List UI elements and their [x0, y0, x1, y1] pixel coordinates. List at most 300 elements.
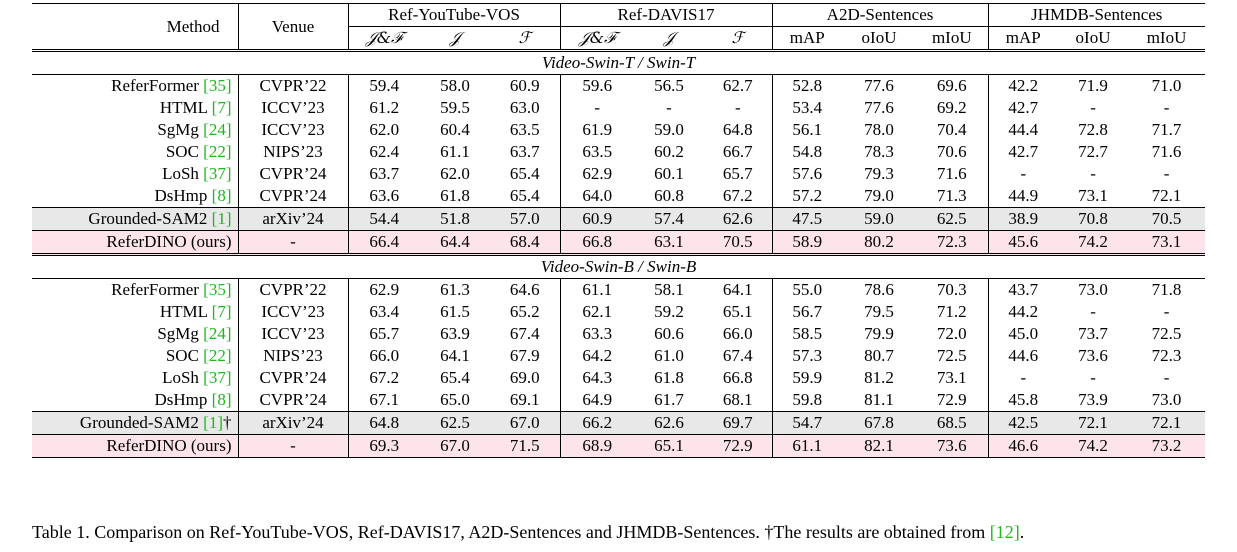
method-cell	[32, 435, 238, 458]
venue-cell: arXiv’24	[238, 208, 348, 231]
value-cell: 67.4	[722, 346, 753, 365]
value-cell: 73.1	[936, 368, 967, 387]
value-cell: 73.0	[1151, 390, 1182, 409]
value-cell: -	[1090, 98, 1096, 117]
value-cell: 78.3	[864, 142, 894, 161]
method-cell	[32, 389, 238, 412]
metric-header: ℱ	[731, 28, 745, 47]
value-cell: 56.1	[772, 119, 842, 141]
table-row	[32, 75, 1205, 98]
method-cell	[32, 141, 238, 163]
value-cell: 72.5	[936, 346, 967, 365]
value-cell: 79.3	[864, 164, 894, 183]
value-cell: 72.1	[1128, 412, 1205, 435]
value-cell: 78.6	[864, 280, 894, 299]
value-cell: 77.6	[864, 98, 894, 117]
table-row	[32, 301, 1205, 323]
method-name: HTML	[159, 302, 208, 321]
method-name: ReferFormer	[111, 76, 199, 95]
method-cell	[32, 367, 238, 389]
venue-cell: ICCV’23	[238, 323, 348, 345]
value-cell: 63.3	[560, 323, 634, 345]
value-cell: -	[1090, 164, 1096, 183]
value-cell: 60.4	[440, 120, 470, 139]
value-cell: 68.9	[560, 435, 634, 458]
value-cell: 66.7	[722, 142, 753, 161]
table-row	[32, 412, 1205, 435]
ours-row	[32, 231, 1205, 255]
method-cell	[32, 345, 238, 367]
method-cell	[32, 301, 238, 323]
value-cell: 64.4	[420, 231, 490, 255]
value-cell: 82.1	[842, 435, 916, 458]
value-cell: 61.3	[440, 280, 470, 299]
value-cell: 72.0	[936, 324, 967, 343]
value-cell: 71.6	[936, 164, 967, 183]
value-cell: 73.1	[1078, 186, 1108, 205]
value-cell: 78.0	[864, 120, 894, 139]
value-cell: 71.6	[1151, 142, 1182, 161]
value-cell: 71.8	[1151, 280, 1182, 299]
value-cell: 60.1	[654, 164, 684, 183]
results-table	[32, 3, 1205, 458]
venue-cell: NIPS’23	[238, 345, 348, 367]
value-cell: 81.2	[864, 368, 894, 387]
value-cell: 55.0	[772, 279, 842, 302]
value-cell: 79.5	[864, 302, 894, 321]
value-cell: 61.5	[440, 302, 470, 321]
value-cell: 59.2	[654, 302, 684, 321]
method-name: SgMg	[157, 120, 199, 139]
value-cell: 57.4	[634, 208, 704, 231]
value-cell: 73.9	[1078, 390, 1108, 409]
table-row	[32, 389, 1205, 412]
metric-header: mAP	[772, 27, 842, 51]
value-cell: 79.9	[864, 324, 894, 343]
value-cell: 53.4	[772, 97, 842, 119]
venue-cell: NIPS’23	[238, 141, 348, 163]
value-cell: 61.0	[654, 346, 684, 365]
value-cell: 66.4	[348, 231, 420, 255]
value-cell: 44.9	[988, 185, 1058, 208]
metric-header: 𝒥	[449, 28, 461, 47]
value-cell: 46.6	[988, 435, 1058, 458]
value-cell: 58.0	[440, 76, 470, 95]
method-name: DsHmp	[154, 390, 208, 409]
value-cell: 42.5	[988, 412, 1058, 435]
value-cell: 45.0	[988, 323, 1058, 345]
value-cell: 54.7	[772, 412, 842, 435]
value-cell: 60.9	[560, 208, 634, 231]
venue-cell: CVPR’22	[238, 279, 348, 302]
value-cell: 62.5	[420, 412, 490, 435]
table-row	[32, 141, 1205, 163]
value-cell: 44.2	[988, 301, 1058, 323]
venue-cell: CVPR’22	[238, 75, 348, 98]
value-cell: 66.2	[560, 412, 634, 435]
value-cell: 63.7	[509, 142, 540, 161]
value-cell: 68.1	[722, 390, 753, 409]
value-cell: 58.1	[654, 280, 684, 299]
value-cell: 70.4	[936, 120, 967, 139]
method-cell	[32, 119, 238, 141]
group-header-ref-youtube-vos: Ref-YouTube-VOS	[348, 4, 560, 27]
citation-link[interactable]: [24]	[203, 120, 232, 139]
value-cell: 80.2	[842, 231, 916, 255]
method-name: ReferDINO (ours)	[106, 436, 232, 455]
table-row	[32, 163, 1205, 185]
value-cell: 62.6	[704, 208, 772, 231]
method-name: ReferDINO (ours)	[106, 232, 232, 251]
metric-header: mIoU	[1146, 28, 1187, 47]
value-cell: 74.2	[1058, 231, 1128, 255]
value-cell: 70.6	[936, 142, 967, 161]
value-cell: 47.5	[772, 208, 842, 231]
header-group-row	[32, 4, 1205, 27]
value-cell: 65.0	[440, 390, 470, 409]
value-cell: 67.2	[722, 186, 753, 205]
citation-link[interactable]: [37]	[203, 164, 232, 183]
citation-link[interactable]: [8]	[211, 390, 232, 409]
value-cell: 81.1	[864, 390, 894, 409]
value-cell: 73.1	[1128, 231, 1205, 255]
method-name: LoSh	[162, 368, 199, 387]
value-cell: 68.4	[490, 231, 560, 255]
table-row	[32, 119, 1205, 141]
metric-header: ℱ	[518, 28, 532, 47]
value-cell: 45.6	[988, 231, 1058, 255]
table-caption	[32, 520, 1222, 544]
value-cell: 73.6	[1078, 346, 1108, 365]
table-row	[32, 185, 1205, 208]
value-cell: 54.8	[772, 141, 842, 163]
table-row	[32, 323, 1205, 345]
citation-link[interactable]: [1]	[211, 209, 232, 228]
value-cell: 64.1	[440, 346, 470, 365]
group-header-jhmdb-sentences: JHMDB-Sentences	[988, 4, 1205, 27]
value-cell: 57.2	[772, 185, 842, 208]
value-cell: 72.3	[1151, 346, 1182, 365]
value-cell: 64.3	[560, 367, 634, 389]
value-cell: 66.0	[348, 345, 420, 367]
value-cell: 79.0	[864, 186, 894, 205]
method-name: SOC	[165, 346, 199, 365]
venue-cell: ICCV’23	[238, 119, 348, 141]
value-cell: 72.1	[1151, 186, 1182, 205]
value-cell: 65.4	[509, 164, 540, 183]
section-title-row	[32, 255, 1205, 279]
method-cell	[32, 97, 238, 119]
value-cell: 65.1	[634, 435, 704, 458]
method-cell	[32, 279, 238, 302]
value-cell: 70.8	[1058, 208, 1128, 231]
value-cell: 57.0	[490, 208, 560, 231]
metric-header: mIoU	[931, 28, 972, 47]
group-header-ref-davis17: Ref-DAVIS17	[560, 4, 772, 27]
value-cell: 51.8	[420, 208, 490, 231]
value-cell: 62.9	[560, 163, 634, 185]
value-cell: 60.2	[654, 142, 684, 161]
metric-header: mAP	[988, 27, 1058, 51]
caption-text: Table 1. Comparison on Ref-YouTube-VOS, Ref-DAVIS17, A2D-Sentences and JHMDB-Sentences. †The results are obtained from	[32, 522, 990, 542]
value-cell: 42.7	[988, 97, 1058, 119]
value-cell: 67.2	[348, 367, 420, 389]
value-cell: 65.4	[509, 186, 540, 205]
citation-link[interactable]: [35]	[203, 76, 232, 95]
table-body	[32, 51, 1205, 458]
value-cell: -	[988, 367, 1058, 389]
value-cell: 69.3	[348, 435, 420, 458]
value-cell: 54.4	[348, 208, 420, 231]
value-cell: 57.3	[772, 345, 842, 367]
value-cell: 43.7	[988, 279, 1058, 302]
value-cell: 45.8	[988, 389, 1058, 412]
value-cell: 66.8	[560, 231, 634, 255]
venue-cell: ICCV’23	[238, 301, 348, 323]
value-cell: 77.6	[864, 76, 894, 95]
table-row	[32, 367, 1205, 389]
citation-link[interactable]: [22]	[203, 142, 232, 161]
value-cell: 66.0	[722, 324, 753, 343]
value-cell: 67.4	[509, 324, 540, 343]
value-cell: 59.4	[348, 75, 420, 98]
method-cell	[32, 231, 238, 255]
citation-link[interactable]: [35]	[203, 280, 232, 299]
value-cell: 62.0	[348, 119, 420, 141]
value-cell: -	[1163, 98, 1170, 117]
value-cell: 71.3	[936, 186, 967, 205]
value-cell: 64.8	[348, 412, 420, 435]
method-name: DsHmp	[154, 186, 208, 205]
value-cell: 72.8	[1078, 120, 1108, 139]
value-cell: 60.9	[509, 76, 540, 95]
value-cell: 63.7	[348, 163, 420, 185]
method-name: Grounded-SAM2	[79, 413, 199, 432]
value-cell: 70.5	[1128, 208, 1205, 231]
value-cell: 67.0	[420, 435, 490, 458]
value-cell: 42.2	[988, 75, 1058, 98]
value-cell: 64.0	[560, 185, 634, 208]
value-cell: 38.9	[988, 208, 1058, 231]
table-row	[32, 97, 1205, 119]
citation-link[interactable]: [1]	[203, 413, 223, 432]
value-cell: 59.5	[440, 98, 470, 117]
value-cell: 65.2	[509, 302, 540, 321]
value-cell: 72.9	[704, 435, 772, 458]
value-cell: 59.9	[772, 367, 842, 389]
value-cell: -	[1090, 368, 1096, 387]
method-cell	[32, 163, 238, 185]
table-row	[32, 208, 1205, 231]
method-name: Grounded-SAM2	[88, 209, 208, 228]
value-cell: 62.5	[916, 208, 988, 231]
metric-header: 𝒥&ℱ	[348, 27, 420, 51]
value-cell: 61.1	[560, 279, 634, 302]
value-cell: 67.1	[348, 389, 420, 412]
section-title: Video-Swin-B / Swin-B	[32, 255, 1205, 279]
method-name: SOC	[165, 142, 199, 161]
value-cell: 63.9	[440, 324, 470, 343]
value-cell: 61.2	[348, 97, 420, 119]
value-cell: 68.5	[916, 412, 988, 435]
value-cell: 65.7	[348, 323, 420, 345]
citation-link[interactable]: [7]	[211, 98, 232, 117]
value-cell: 67.8	[842, 412, 916, 435]
method-header: Method	[32, 4, 238, 51]
value-cell: 60.8	[654, 186, 684, 205]
venue-cell: CVPR’24	[238, 389, 348, 412]
value-cell: 59.8	[772, 389, 842, 412]
venue-cell: -	[238, 231, 348, 255]
value-cell: 61.1	[440, 142, 470, 161]
value-cell: 64.1	[722, 280, 753, 299]
value-cell: 57.6	[772, 163, 842, 185]
value-cell: 61.8	[440, 186, 470, 205]
venue-cell: CVPR’24	[238, 163, 348, 185]
value-cell: 73.7	[1078, 324, 1108, 343]
citation-link[interactable]: [37]	[203, 368, 232, 387]
citation-link[interactable]: [22]	[203, 346, 232, 365]
value-cell: 80.7	[864, 346, 894, 365]
value-cell: 72.7	[1078, 142, 1108, 161]
value-cell: -	[734, 98, 741, 117]
value-cell: 74.2	[1058, 435, 1128, 458]
group-header-a2d-sentences: A2D-Sentences	[772, 4, 988, 27]
value-cell: 66.8	[722, 368, 753, 387]
value-cell: 63.0	[509, 98, 540, 117]
value-cell: 64.6	[509, 280, 540, 299]
venue-cell: CVPR’24	[238, 185, 348, 208]
value-cell: 71.9	[1078, 76, 1108, 95]
value-cell: 70.3	[936, 280, 967, 299]
dagger-mark: †	[223, 413, 232, 432]
method-cell	[32, 323, 238, 345]
method-name: LoSh	[162, 164, 199, 183]
value-cell: 62.7	[722, 76, 753, 95]
method-name: HTML	[159, 98, 208, 117]
metric-header: oIoU	[861, 28, 897, 47]
citation-link[interactable]: [8]	[211, 186, 232, 205]
value-cell: 72.1	[1058, 412, 1128, 435]
metric-header: oIoU	[1075, 28, 1111, 47]
value-cell: -	[1163, 368, 1170, 387]
method-name: SgMg	[157, 324, 199, 343]
value-cell: 56.7	[772, 301, 842, 323]
value-cell: 60.6	[654, 324, 684, 343]
ours-row	[32, 435, 1205, 458]
value-cell: 71.2	[936, 302, 967, 321]
value-cell: -	[1163, 164, 1170, 183]
value-cell: 62.1	[560, 301, 634, 323]
value-cell: 70.5	[704, 231, 772, 255]
value-cell: -	[1163, 302, 1170, 321]
value-cell: 59.6	[560, 75, 634, 98]
method-cell	[32, 208, 238, 231]
value-cell: 59.0	[842, 208, 916, 231]
value-cell: 71.7	[1151, 120, 1182, 139]
method-cell	[32, 75, 238, 98]
citation-link[interactable]: [24]	[203, 324, 232, 343]
value-cell: 63.1	[634, 231, 704, 255]
metric-header: 𝒥	[663, 28, 675, 47]
value-cell: -	[988, 163, 1058, 185]
value-cell: -	[560, 97, 634, 119]
method-cell	[32, 412, 238, 435]
value-cell: 69.1	[509, 390, 540, 409]
value-cell: 65.4	[440, 368, 470, 387]
value-cell: 58.9	[772, 231, 842, 255]
value-cell: 59.0	[654, 120, 684, 139]
value-cell: 61.9	[560, 119, 634, 141]
metric-header: 𝒥&ℱ	[560, 27, 634, 51]
value-cell: 63.5	[509, 120, 540, 139]
value-cell: 69.0	[509, 368, 540, 387]
value-cell: 63.5	[560, 141, 634, 163]
value-cell: 62.4	[348, 141, 420, 163]
value-cell: 62.9	[348, 279, 420, 302]
value-cell: 73.2	[1128, 435, 1205, 458]
value-cell: 61.1	[772, 435, 842, 458]
value-cell: 64.2	[560, 345, 634, 367]
caption-end: .	[1019, 522, 1025, 542]
value-cell: 52.8	[772, 75, 842, 98]
value-cell: 72.5	[1151, 324, 1182, 343]
value-cell: 44.4	[988, 119, 1058, 141]
value-cell: 69.7	[704, 412, 772, 435]
value-cell: 63.6	[348, 185, 420, 208]
value-cell: 67.0	[490, 412, 560, 435]
value-cell: 64.9	[560, 389, 634, 412]
value-cell: 61.8	[654, 368, 684, 387]
venue-cell: -	[238, 435, 348, 458]
value-cell: 62.0	[440, 164, 470, 183]
value-cell: 61.7	[654, 390, 684, 409]
value-cell: 73.6	[916, 435, 988, 458]
venue-cell: CVPR’24	[238, 367, 348, 389]
venue-cell: arXiv’24	[238, 412, 348, 435]
value-cell: 67.9	[509, 346, 540, 365]
value-cell: 64.8	[722, 120, 753, 139]
value-cell: 69.2	[936, 98, 967, 117]
value-cell: 72.3	[916, 231, 988, 255]
value-cell: 42.7	[988, 141, 1058, 163]
value-cell: 71.0	[1151, 76, 1182, 95]
method-cell	[32, 185, 238, 208]
value-cell: 58.5	[772, 323, 842, 345]
value-cell: 65.1	[722, 302, 753, 321]
value-cell: 44.6	[988, 345, 1058, 367]
value-cell: 56.5	[654, 76, 684, 95]
value-cell: 71.5	[490, 435, 560, 458]
caption-ref[interactable]: [12]	[989, 522, 1020, 542]
value-cell: 73.0	[1078, 280, 1108, 299]
value-cell: 65.7	[722, 164, 753, 183]
value-cell: 63.4	[348, 301, 420, 323]
value-cell: 62.6	[634, 412, 704, 435]
venue-cell: ICCV’23	[238, 97, 348, 119]
venue-header: Venue	[238, 4, 348, 51]
value-cell: 72.9	[936, 390, 967, 409]
citation-link[interactable]: [7]	[211, 302, 232, 321]
method-name: ReferFormer	[111, 280, 199, 299]
section-title: Video-Swin-T / Swin-T	[32, 51, 1205, 75]
table-row	[32, 345, 1205, 367]
value-cell: -	[1090, 302, 1096, 321]
section-title-row	[32, 51, 1205, 75]
value-cell: 69.6	[936, 76, 967, 95]
value-cell: -	[666, 98, 672, 117]
table-row	[32, 279, 1205, 302]
